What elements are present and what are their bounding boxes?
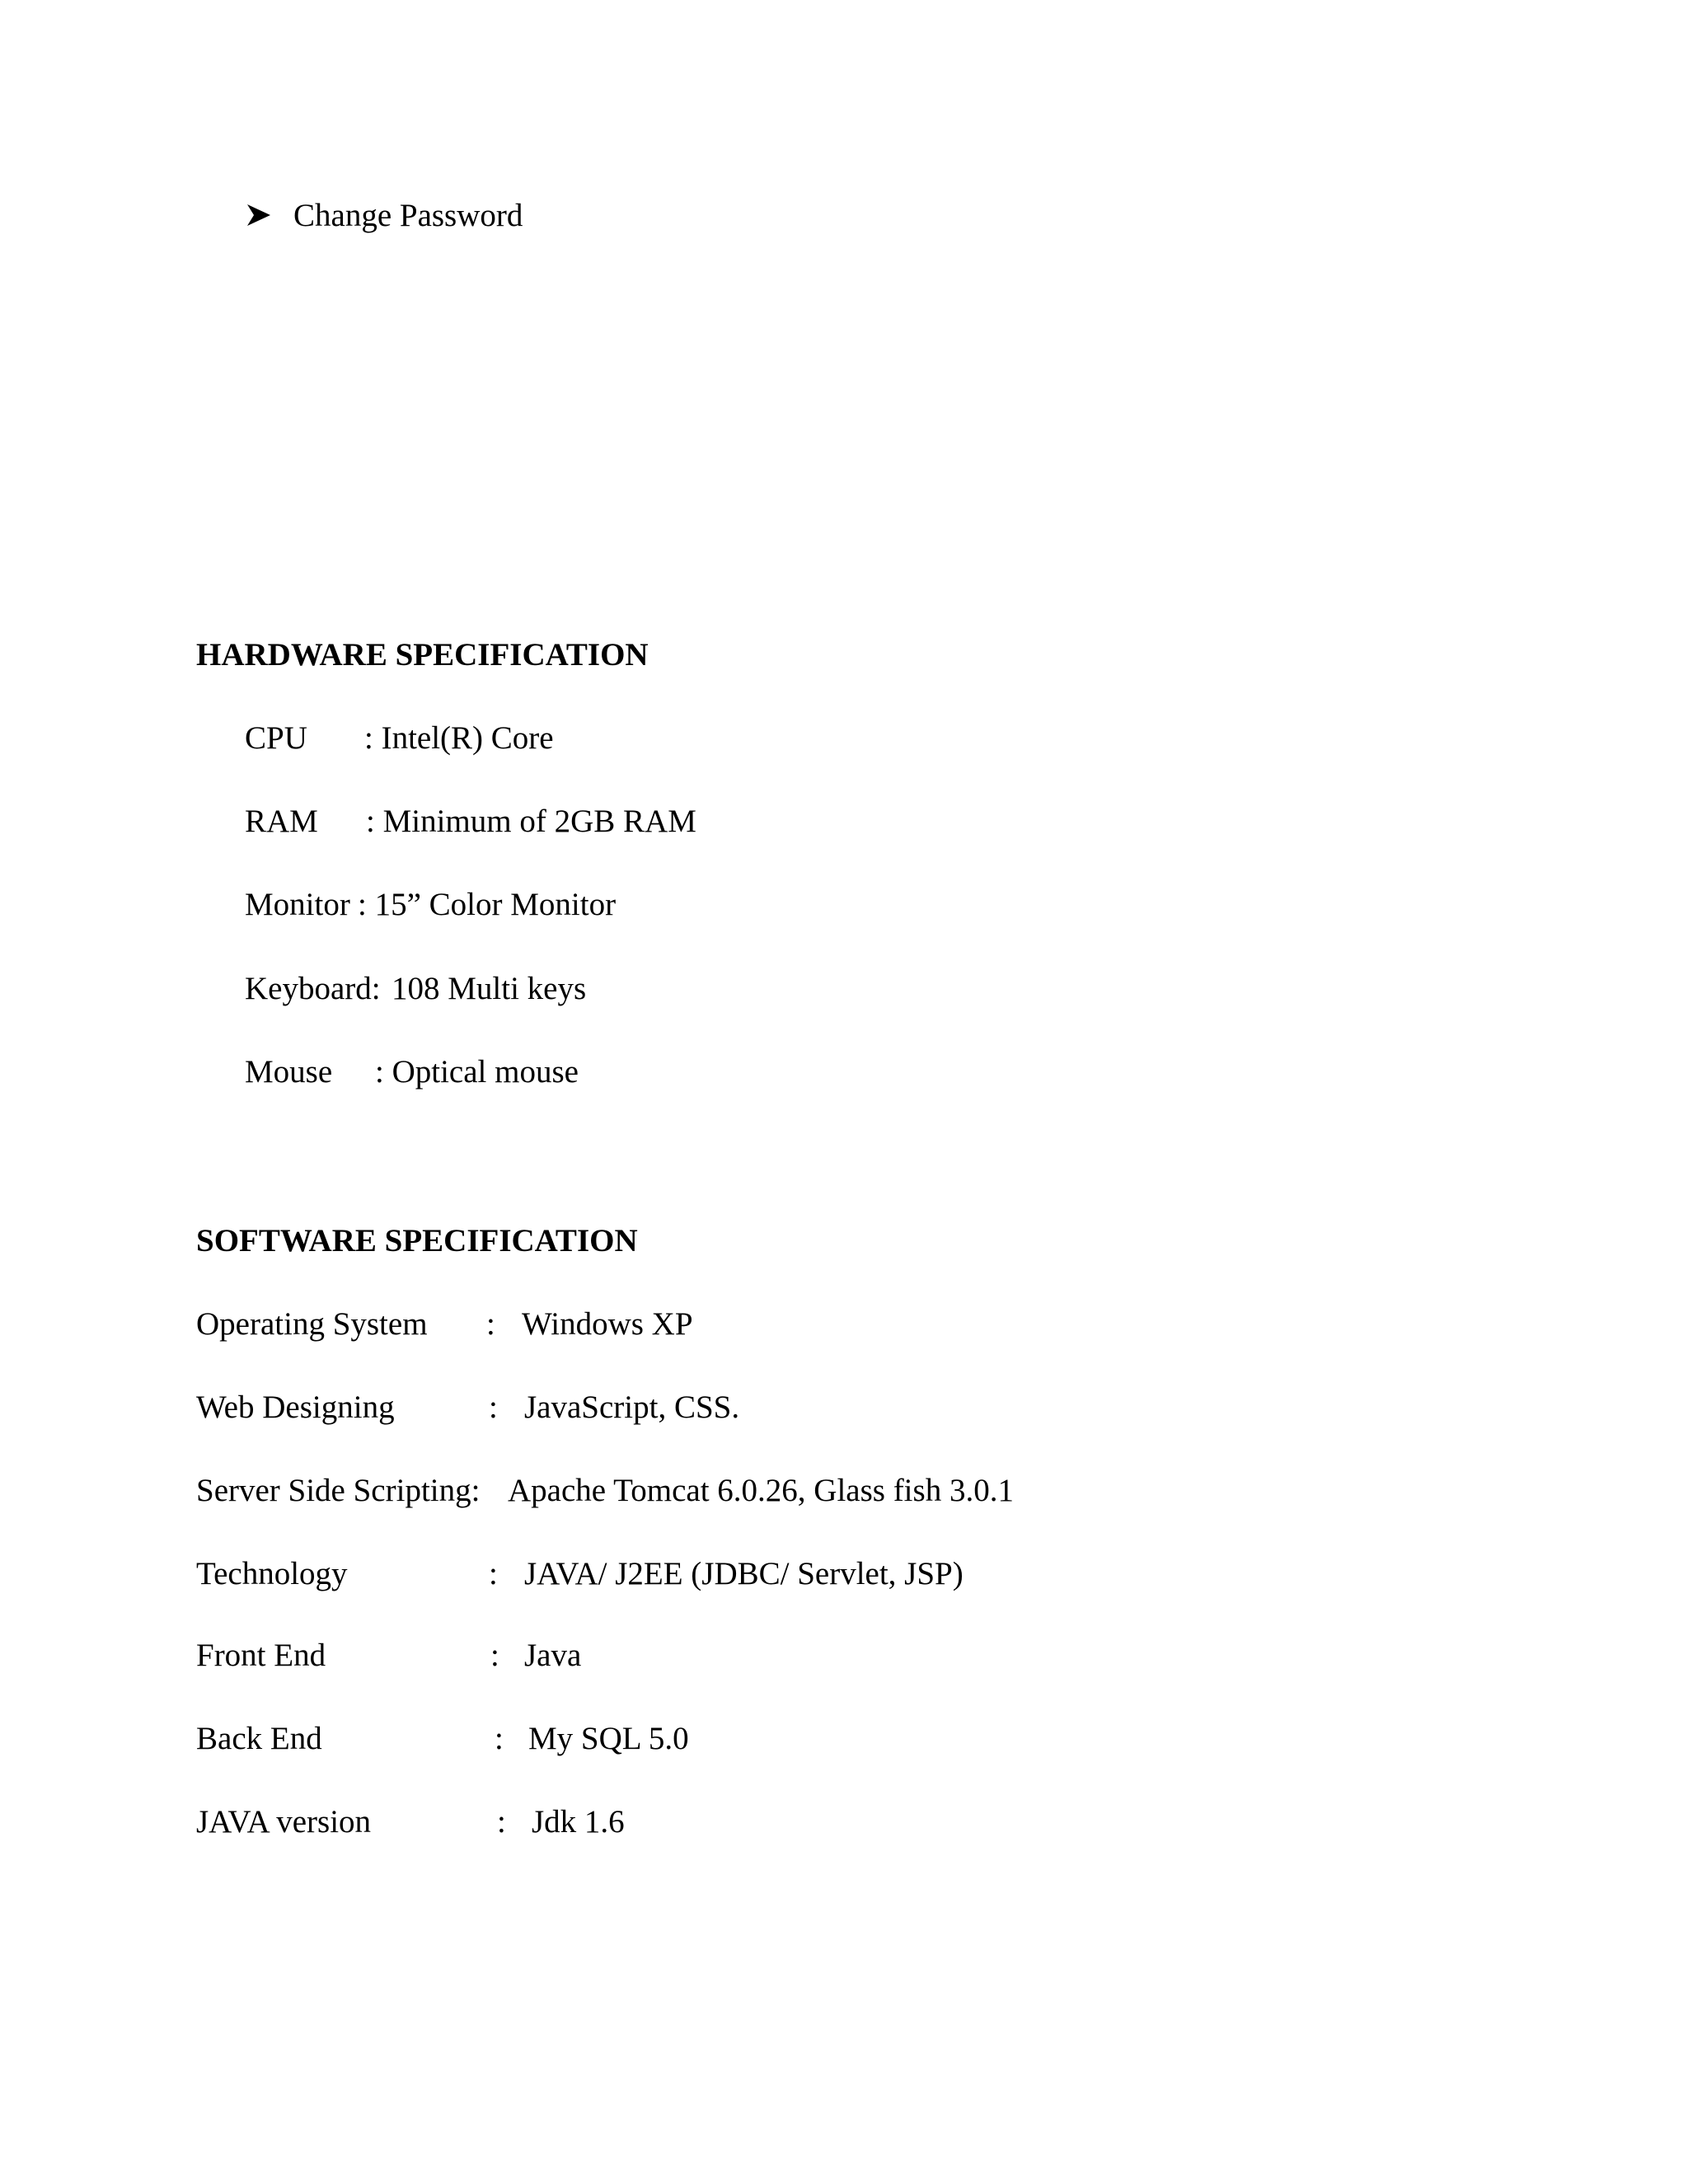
software-label-os: Operating System	[196, 1306, 428, 1342]
software-value-os: Windows XP	[522, 1306, 693, 1342]
software-value-java-version: Jdk 1.6	[532, 1804, 625, 1840]
software-sep-java-version: :	[497, 1804, 506, 1840]
bullet-text: Change Password	[293, 198, 523, 233]
software-value-technology: JAVA/ J2EE (JDBC/ Servlet, JSP)	[524, 1556, 964, 1591]
hardware-heading: HARDWARE SPECIFICATION	[196, 637, 649, 673]
software-label-front-end: Front End	[196, 1638, 326, 1673]
hardware-value-monitor: : 15” Color Monitor	[358, 887, 617, 922]
software-sep-back-end: :	[495, 1721, 504, 1756]
hardware-value-keyboard: 108 Multi keys	[392, 971, 587, 1006]
software-label-server-side: Server Side Scripting:	[196, 1473, 481, 1508]
hardware-label-mouse: Mouse	[245, 1054, 333, 1090]
software-value-web-designing: JavaScript, CSS.	[524, 1390, 740, 1425]
software-sep-os: :	[486, 1306, 495, 1342]
hardware-value-cpu: : Intel(R) Core	[364, 720, 554, 756]
software-label-back-end: Back End	[196, 1721, 322, 1756]
software-heading: SOFTWARE SPECIFICATION	[196, 1223, 638, 1258]
hardware-label-ram: RAM	[245, 804, 318, 839]
software-value-server-side: Apache Tomcat 6.0.26, Glass fish 3.0.1	[508, 1473, 1014, 1508]
software-value-front-end: Java	[524, 1638, 582, 1673]
arrowhead-bullet-icon	[246, 203, 271, 227]
software-label-web-designing: Web Designing	[196, 1390, 395, 1425]
hardware-label-monitor: Monitor	[245, 887, 350, 922]
hardware-value-mouse: : Optical mouse	[375, 1054, 579, 1090]
software-sep-technology: :	[489, 1556, 498, 1591]
software-label-java-version: JAVA version	[196, 1804, 372, 1840]
hardware-value-ram: : Minimum of 2GB RAM	[366, 804, 696, 839]
hardware-label-keyboard: Keyboard:	[245, 971, 381, 1006]
software-value-back-end: My SQL 5.0	[528, 1721, 689, 1756]
software-label-technology: Technology	[196, 1556, 348, 1591]
software-sep-web-designing: :	[489, 1390, 498, 1425]
hardware-label-cpu: CPU	[245, 720, 307, 756]
software-sep-front-end: :	[490, 1638, 499, 1673]
